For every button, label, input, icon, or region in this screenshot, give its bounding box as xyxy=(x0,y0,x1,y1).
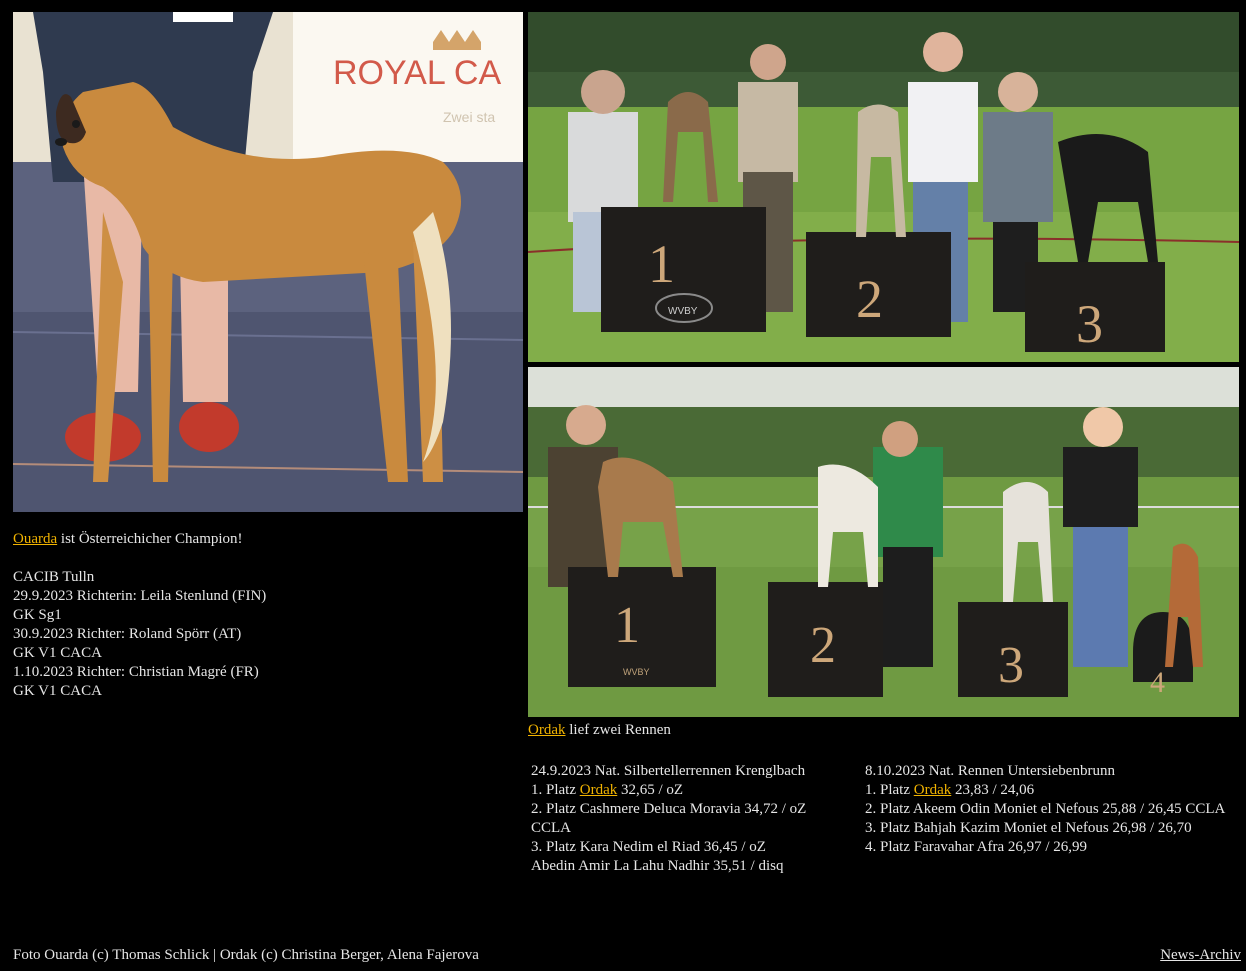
banner-text: ROYAL CA xyxy=(333,54,502,92)
ouarda-photo xyxy=(13,12,523,512)
race-title: 8.10.2023 Nat. Rennen Untersiebenbrunn xyxy=(865,763,1115,779)
race-place-4: 4. Platz Faravahar Afra 26,97 / 26,99 xyxy=(865,839,1088,855)
show-entry-result: GK V1 CACA xyxy=(13,683,102,699)
show-entry-result: GK V1 CACA xyxy=(13,645,102,661)
place-prefix: 1. Platz xyxy=(865,782,914,798)
podium1-place-2: 2 xyxy=(856,269,883,329)
race-results-untersiebenbrunn xyxy=(865,762,1235,857)
podium2-place-1: 1 xyxy=(614,597,640,654)
ordak-link[interactable]: Ordak xyxy=(913,782,952,798)
podium1-place-3: 3 xyxy=(1076,294,1103,354)
ordak-link[interactable]: Ordak xyxy=(528,722,566,738)
race-place-1 xyxy=(531,781,841,800)
race-title: 24.9.2023 Nat. Silbertellerrennen Krenglbach xyxy=(531,763,806,779)
race-place-2: 2. Platz Cashmere Deluca Moravia 34,72 / oZ CCLA xyxy=(531,801,807,836)
news-archive-link[interactable]: News-Archiv xyxy=(1160,947,1241,963)
show-entry-judge: 30.9.2023 Richter: Roland Spörr (AT) xyxy=(13,626,242,642)
race-other: Abedin Amir La Lahu Nadhir 35,51 / disq xyxy=(531,858,784,874)
podium2-place-4: 4 xyxy=(1150,666,1165,699)
ouarda-headline-text: ist Österreichicher Champion! xyxy=(57,531,243,547)
photo-credit: Foto Ouarda (c) Thomas Schlick | Ordak (c) Christina Berger, Alena Fajerova xyxy=(13,947,479,963)
show-title: CACIB Tulln xyxy=(13,569,95,585)
ouarda-headline xyxy=(13,530,513,549)
podium1-logo: WVBY xyxy=(668,306,698,317)
race-place-2: 2. Platz Akeem Odin Moniet el Nefous 25,88 / 26,45 CCLA xyxy=(865,801,1226,817)
podium2-place-2: 2 xyxy=(810,617,836,674)
race-place-1 xyxy=(865,781,1235,800)
ouarda-link[interactable]: Ouarda xyxy=(13,531,58,547)
race-place-3: 3. Platz Bahjah Kazim Moniet el Nefous 26,98 / 26,70 xyxy=(865,820,1192,836)
podium1-place-1: 1 xyxy=(648,234,675,294)
ordak-link[interactable]: Ordak xyxy=(579,782,618,798)
show-entry-judge: 1.10.2023 Richter: Christian Magré (FR) xyxy=(13,664,259,680)
banner-sub-text: Zwei sta xyxy=(443,109,496,125)
podium2-logo: WVBY xyxy=(623,667,650,677)
podium2-place-3: 3 xyxy=(998,637,1024,694)
ordak-podium-photo-1 xyxy=(528,12,1239,362)
place-times: 23,83 / 24,06 xyxy=(951,782,1035,798)
ordak-headline xyxy=(528,721,671,740)
race-results-krenglbach xyxy=(531,762,841,876)
race-place-3: 3. Platz Kara Nedim el Riad 36,45 / oZ xyxy=(531,839,766,855)
show-entry-judge: 29.9.2023 Richterin: Leila Stenlund (FIN) xyxy=(13,588,267,604)
show-entry-result: GK Sg1 xyxy=(13,607,62,623)
place-prefix: 1. Platz xyxy=(531,782,580,798)
ordak-headline-text: lief zwei Rennen xyxy=(565,722,671,738)
place-times: 32,65 / oZ xyxy=(617,782,684,798)
ouarda-news-block xyxy=(13,530,513,701)
ordak-podium-photo-2 xyxy=(528,367,1239,717)
